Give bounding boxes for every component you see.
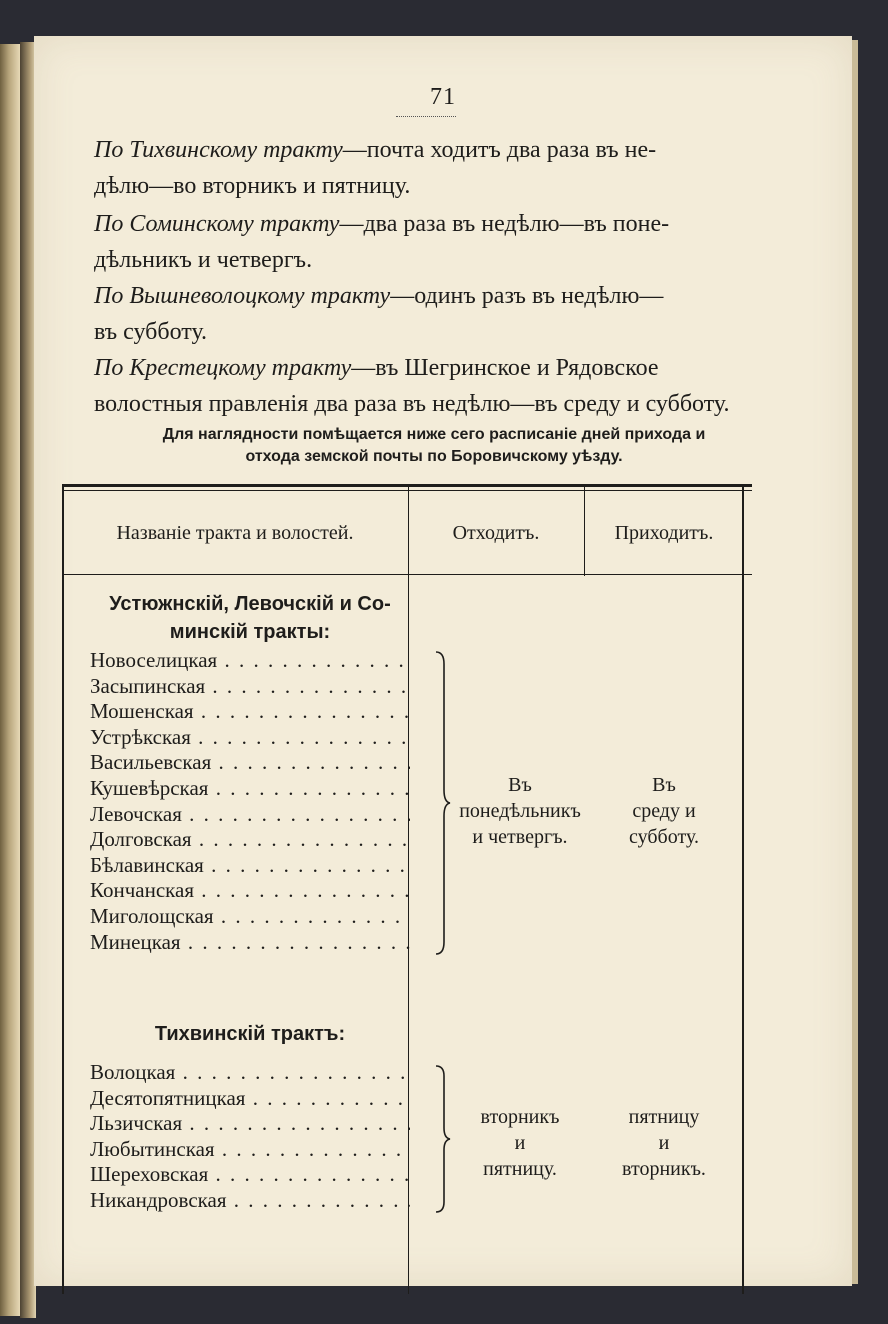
departs-line: Въ: [508, 774, 532, 796]
departs-line: и: [514, 1132, 526, 1154]
paragraph-text: —два раза въ недѣлю—въ поне-: [339, 211, 670, 237]
volost-row: Долговская . . .: [90, 827, 410, 853]
departs-line: понедѣльникъ: [459, 800, 581, 822]
group-heading: [90, 590, 410, 646]
page-number: 71: [430, 84, 456, 110]
group-arrives-days: [586, 772, 742, 850]
group-heading-line: Тихвинскій трактъ:: [154, 1023, 346, 1045]
header-name: Названіе тракта и волостей.: [116, 522, 354, 544]
paragraph-krestets: [94, 350, 774, 422]
group-brace: [432, 650, 452, 956]
volost-row: Мошенская . . .: [90, 699, 410, 725]
volost-row: Кончанская . . .: [90, 878, 410, 904]
volost-row: Десятопятницкая . . .: [90, 1086, 410, 1112]
group-heading-line: минскій тракты:: [169, 621, 331, 643]
volost-row: Миголощская . . .: [90, 904, 410, 930]
paragraph-heading: По Крестецкому тракту: [94, 355, 352, 381]
arrives-line: среду и: [632, 800, 696, 822]
departs-line: вторникъ: [480, 1106, 560, 1128]
paragraph-tail: въ субботу.: [94, 319, 208, 345]
paragraph-tail: дѣльникъ и четвергъ.: [94, 247, 313, 273]
paragraph-sominsk: [94, 206, 774, 278]
arrives-line: и: [658, 1132, 670, 1154]
volost-row: Левочская . . .: [90, 802, 410, 828]
volost-row: Льзичская . . .: [90, 1111, 410, 1137]
page-number-ornament: [396, 112, 456, 117]
paragraph-heading: По Соминскому тракту: [94, 211, 340, 237]
volost-list: [90, 1060, 410, 1214]
group-arrives-days: [586, 1104, 742, 1182]
departs-line: пятницу.: [483, 1158, 557, 1180]
table-right-rule: [742, 484, 744, 1294]
paragraph-vyshnevolotsk: [94, 278, 774, 350]
table-top-rule-thin: [62, 490, 752, 491]
table-top-rule: [62, 484, 752, 487]
departs-line: и четвергъ.: [472, 826, 568, 848]
intro-line: Для наглядности помѣщается ниже сего расписаніе дней прихода и: [162, 426, 706, 443]
volost-row: Новоселицкая . . .: [90, 648, 410, 674]
right-page-edge: [852, 40, 858, 1284]
volost-row: Минецкая . . .: [90, 930, 410, 956]
volost-row: Любытинская . . .: [90, 1137, 410, 1163]
header-arrives: Приходитъ.: [614, 522, 714, 544]
arrives-line: вторникъ.: [622, 1158, 706, 1180]
paragraph-heading: По Тихвинскому тракту: [94, 137, 343, 163]
left-page-edge: [0, 44, 20, 1316]
volost-row: Волоцкая . . .: [90, 1060, 410, 1086]
arrives-line: субботу.: [629, 826, 699, 848]
header-rule: [62, 574, 752, 575]
arrives-line: Въ: [652, 774, 676, 796]
group-departs-days: [454, 1104, 586, 1182]
book-page: [34, 36, 852, 1286]
schedule-intro: [64, 424, 804, 468]
header-departs: Отходитъ.: [452, 522, 540, 544]
volost-row: Васильевская . . .: [90, 750, 410, 776]
paragraph-tikhvin: [94, 132, 774, 204]
paragraph-heading: По Вышневолоцкому тракту: [94, 283, 391, 309]
volost-row: Устрѣкская . . .: [90, 725, 410, 751]
volost-row: Бѣлавинская . . .: [90, 853, 410, 879]
volost-list: [90, 648, 410, 955]
paragraph-tail: дѣлю—во вторникъ и пятницу.: [94, 173, 411, 199]
paragraph-text: —почта ходитъ два раза въ не-: [342, 137, 657, 163]
group-heading: [90, 1020, 410, 1048]
table-left-rule: [62, 484, 64, 1294]
volost-row: Никандровская . . .: [90, 1188, 410, 1214]
intro-line: отхода земской почты по Боровичскому уѣзду.: [245, 448, 623, 465]
group-heading-line: Устюжнскій, Левочскій и Со-: [109, 593, 391, 615]
paragraph-text: —одинъ разъ въ недѣлю—: [390, 283, 664, 309]
volost-row: Шереховская . . .: [90, 1162, 410, 1188]
paragraph-text: —въ Шегринское и Рядовское: [351, 355, 659, 381]
group-brace: [432, 1064, 452, 1214]
paragraph-tail: волостныя правленія два раза въ недѣлю—въ среду и субботу.: [94, 391, 730, 417]
mail-schedule-table: [62, 484, 752, 1294]
volost-row: Кушевѣрская . . .: [90, 776, 410, 802]
volost-row: Засыпинская . . .: [90, 674, 410, 700]
arrives-line: пятницу: [628, 1106, 700, 1128]
group-departs-days: [454, 772, 586, 850]
